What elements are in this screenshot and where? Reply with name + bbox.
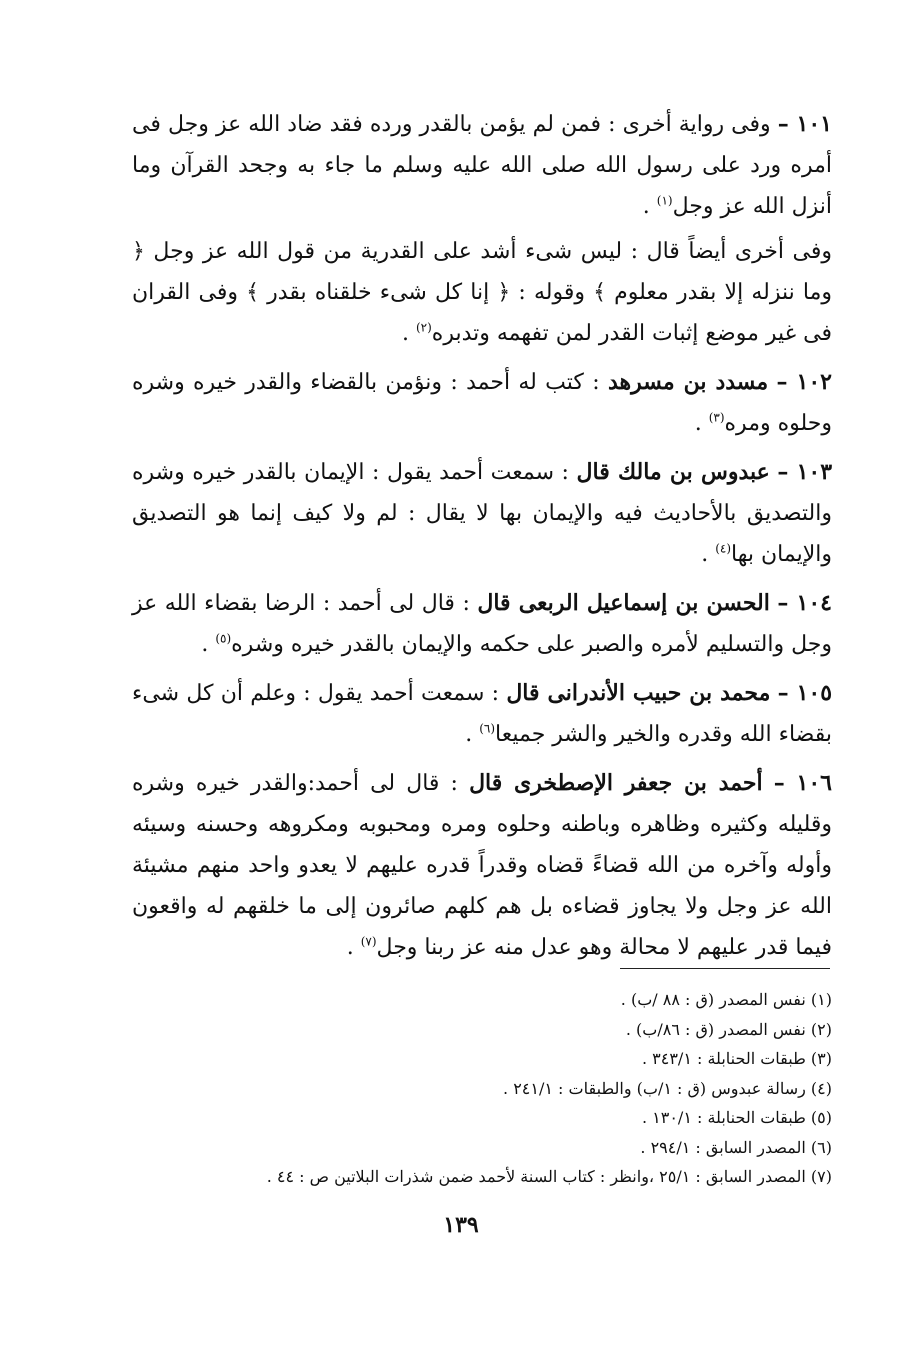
paragraph-104: ١٠٤ – الحسن بن إسماعيل الربعى قال : قال لى أحمد : الرضا بقضاء الله عز وجل والتسليم لأمره والصبر على حكمه والإيمان بالقدر خيره وشره$^{(٥)}$ . [132,590,832,657]
paragraph-101-other: وفى أخرى أيضاً قال : ليس شىء أشد على القدرية من قول الله عز وجل ﴿ وما ننزله إلا بقدر معلوم ﴾ وقوله : ﴿ إنا كل شىء خلقناه بقدر ﴾ وفى القران فى غير موضع إثبات القدر لمن تفهمه وتدبره$^{(٢)}$ . [132,239,832,346]
footnotes [132,985,832,1192]
footnote-3: (٣) طبقات الحنابلة : ٣٤٣/١ . [641,1049,832,1068]
entry-number: ١٠١ – [777,111,832,137]
footnote-5: (٥) طبقات الحنابلة : ١٣٠/١ . [641,1108,832,1127]
paragraph-text: : سمعت أحمد يقول : وعلم أن كل شىء بقضاء الله وقدره والخير والشر جميعا [132,681,832,747]
footnote-ref: (٦) [479,721,496,736]
footnote-ref: (٤) [715,541,732,556]
narrator-name: أحمد بن جعفر الإصطخرى قال [469,770,763,796]
narrator-name: مسدد بن مسرهد [607,369,769,395]
footnote-ref: (١) [656,193,673,208]
narrator-name: عبدوس بن مالك قال [576,459,770,485]
paragraph-105: ١٠٥ – محمد بن حبيب الأندرانى قال : سمعت أحمد يقول : وعلم أن كل شىء بقضاء الله وقدره والخير والشر جميعا$^{(٦)}$ . [132,680,833,747]
paragraph-text: : كتب له أحمد : ونؤمن بالقضاء والقدر خيره وشره وحلوه ومره [132,370,832,436]
paragraph-text: : قال لى أحمد:والقدر خيره وشره وقليله وكثيره وظاهره وباطنه وحلوه ومره ومحبوبه ومكروهه وحسنه وسيئه وأوله وآخره من الله قضاءً قضاه وقدراً قدره عليهم لا يعدو واحد منهم مشيئة الله عز وجل ولا يجاوز قضاءه بل هم كلهم صائرون إلى ما خلقهم له واقعون فيما قدر عليهم لا محالة وهو عدل منه عز ربنا وجل [132,771,832,960]
footnote-4: (٤) رسالة عبدوس (ق : ١/ب) والطبقات : ٢٤١/١ . [503,1078,832,1098]
paragraph-101: ١٠١ – وفى رواية أخرى : فمن لم يؤمن بالقدر ورده فقد ضاد الله عز وجل فى أمره ورد على رسول الله صلى الله عليه وسلم ما جاء به وجحد القرآن وما أنزل الله عز وجل$^{(١)}$ . [132,111,832,219]
main-text [132,104,832,976]
narrator-name: محمد بن حبيب الأندرانى قال [506,680,771,706]
paragraph-102: ١٠٢ – مسدد بن مسرهد : كتب له أحمد : ونؤمن بالقضاء والقدر خيره وشره وحلوه ومره$^{(٣)}$ . [132,369,832,436]
footnote-ref: (٧) [360,934,377,949]
footnote-6: (٦) المصدر السابق : ٢٩٤/١ . [640,1137,832,1157]
footnote-7: (٧) المصدر السابق : ٢٥/١ ،وانظر : كتاب السنة لأحمد ضمن شذرات البلاتين ص : ٤٤ . [266,1167,832,1186]
entry-number: ١٠٥ – [777,680,833,706]
entry-number: ١٠٦ – [773,770,832,796]
paragraph-text: وفى رواية أخرى : فمن لم يؤمن بالقدر ورده فقد ضاد الله عز وجل فى أمره ورد على رسول الله صلى الله عليه وسلم ما جاء به وجحد القرآن وما أنزل الله عز وجل [132,112,832,219]
paragraph-text: : سمعت أحمد يقول : الإيمان بالقدر خيره وشره والتصديق بالأحاديث فيه والإيمان بها لا يقال : لم ولا كيف إنما هو التصديق والإيمان بها [132,460,832,567]
entry-number: ١٠٣ – [777,459,833,485]
paragraph-text: وفى أخرى أيضاً قال : ليس شىء أشد على القدرية من قول الله عز وجل ﴿ وما ننزله إلا بقدر معلوم ﴾ وقوله : ﴿ إنا كل شىء خلقناه بقدر ﴾ وفى القران فى غير موضع إثبات القدر لمن تفهمه وتدبره [132,239,832,346]
footnote-1: (١) نفس المصدر (ق : ٨٨ /ب) . [620,990,832,1009]
page-number: ١٣٩ [443,1212,479,1238]
narrator-name: الحسن بن إسماعيل الربعى قال [477,590,770,616]
entry-number: ١٠٢ – [776,369,832,395]
entry-number: ١٠٤ – [777,590,832,616]
footnote-2: (٢) نفس المصدر (ق : ٨٦/ب) . [625,1019,832,1039]
paragraph-106: ١٠٦ – أحمد بن جعفر الإصطخرى قال : قال لى أحمد:والقدر خيره وشره وقليله وكثيره وظاهره وباطنه وحلوه ومره ومحبوبه ومكروهه وحسنه وسيئه وأوله وآخره من الله قضاءً قضاه وقدراً قدره عليهم لا يعدو واحد منهم مشيئة الله عز وجل ولا يجاوز قضاءه بل هم كلهم صائرون إلى ما خلقهم له واقعون فيما قدر عليهم لا محالة وهو عدل منه عز ربنا وجل$^{(٧)}$ . [132,770,832,960]
footnote-divider [620,968,830,969]
footnote-ref: (٢) [415,320,432,335]
paragraph-text: : قال لى أحمد : الرضا بقضاء الله عز وجل والتسليم لأمره والصبر على حكمه والإيمان بالقدر خيره وشره [132,591,832,657]
paragraph-103: ١٠٣ – عبدوس بن مالك قال : سمعت أحمد يقول : الإيمان بالقدر خيره وشره والتصديق بالأحاديث فيه والإيمان بها لا يقال : لم ولا كيف إنما هو التصديق والإيمان بها$^{(٤)}$ . [132,459,833,567]
footnote-ref: (٣) [708,410,725,425]
footnote-ref: (٥) [215,631,232,646]
